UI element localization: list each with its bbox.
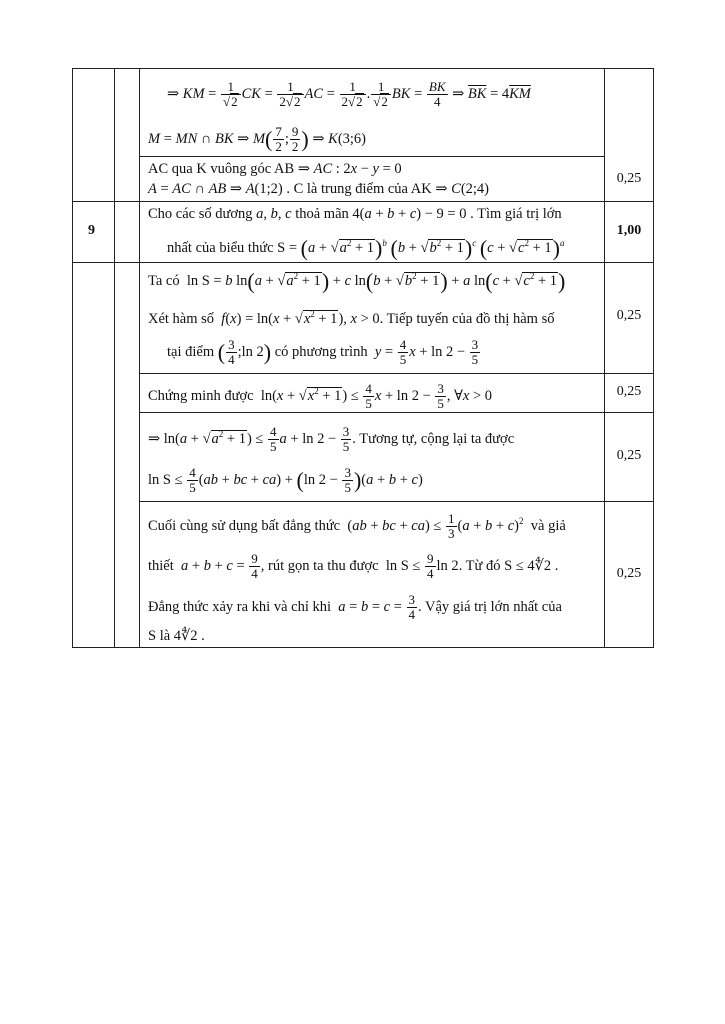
tangent-line: tại điểm ( $\frac{3}{4}$ ;ln 2) có phương trình y = $\frac{4}{5}$ x + ln 2 − $\frac{3}{5}$: [167, 337, 479, 367]
table-border-right: [653, 68, 654, 648]
km-equation: ⇒ KM = $\frac{1}{√2}$ CK = $\frac{1}{2√2}$ AC = $\frac{1}{2√2}$ . $\frac{1}{√2}$ BK = $\frac{BK}{4}$ ⇒ $\overline{BK} = 4\overline{KM}$: [167, 79, 531, 109]
score-inequality: 0,25: [616, 384, 642, 399]
row-divider: [72, 201, 654, 202]
solution-table: [72, 68, 654, 648]
column-divider: [604, 68, 605, 648]
score-ac: 0,25: [616, 171, 642, 186]
score-final: 0,25: [616, 566, 642, 581]
a-point-line: A = AC ∩ AB ⇒ A(1;2) . C là trung điểm của AK ⇒ C(2;4): [148, 181, 489, 197]
function-line: Xét hàm số $f(x) = \ln(x + √x^2 + 1)$, x > 0. Tiếp tuyến của đồ thị hàm số: [148, 309, 555, 327]
final-line2: thiết a + b + c = $\frac{9}{4}$ , rút gọn ta thu được ln S ≤ $\frac{9}{4}$ ln 2. Từ đó S ≤ 4∜2 .: [148, 551, 559, 581]
column-divider: [114, 68, 115, 648]
row-divider: [139, 156, 605, 157]
row-divider: [72, 262, 654, 263]
row-divider: [139, 412, 654, 413]
apply-inequality-line: ⇒ $\ln(a + √a^2 + 1)$ ≤ $\frac{4}{5}$ a + ln 2 − $\frac{3}{5}$ . Tương tự, cộng lại ta được: [148, 424, 515, 454]
score-tangent: 0,25: [616, 308, 642, 323]
question-text-line2: nhất của biểu thức $S = (a + √a^2 + 1)^b$ $(b + √b^2 + 1)^c$ $(c + √c^2 + 1)^a$: [167, 235, 565, 261]
table-border-left: [72, 68, 73, 648]
score-sum: 0,25: [616, 448, 642, 463]
ln-s-expression: Ta có ln S = b $\ln(a + √a^2 + 1) + c$ $\ln(b + √b^2 + 1) + a$ $\ln(c + √c^2 + 1)$: [148, 268, 566, 294]
final-line3: Đẳng thức xảy ra khi và chỉ khi a = b = c = $\frac{3}{4}$ . Vậy giá trị lớn nhất của: [148, 592, 562, 622]
final-line1: Cuối cùng sử dụng bất đẳng thức (ab + bc + ca) ≤ $\frac{1}{3}$ $(a + b + c)^2$ và giả: [148, 511, 566, 541]
row-divider: [139, 501, 654, 502]
table-border-top: [72, 68, 654, 69]
question-text-line1: Cho các số dương a, b, c thoả mãn 4(a + b + c) − 9 = 0 . Tìm giá trị lớn: [148, 206, 562, 222]
column-divider: [139, 68, 140, 648]
final-answer: S là 4∜2 .: [148, 628, 205, 644]
ac-line: AC qua K vuông góc AB ⇒ AC : 2x − y = 0: [148, 161, 402, 177]
question-number: 9: [88, 223, 95, 238]
row-divider: [139, 373, 654, 374]
table-border-bottom: [72, 647, 654, 648]
question-points: 1,00: [616, 223, 642, 238]
sum-line: ln S ≤ $\frac{4}{5}$ (ab + bc + ca) + (ln 2 − $\frac{3}{5}$ )(a + b + c): [148, 465, 423, 495]
m-point-line: M = MN ∩ BK ⇒ M( $\frac{7}{2}$ ; $\frac{9}{2}$ ) ⇒ K(3;6): [148, 124, 366, 154]
inequality-line: Chứng minh được $\ln(x + √x^2 + 1)$ ≤ $\frac{4}{5}$ x + ln 2 − $\frac{3}{5}$ , ∀x > 0: [148, 381, 493, 411]
